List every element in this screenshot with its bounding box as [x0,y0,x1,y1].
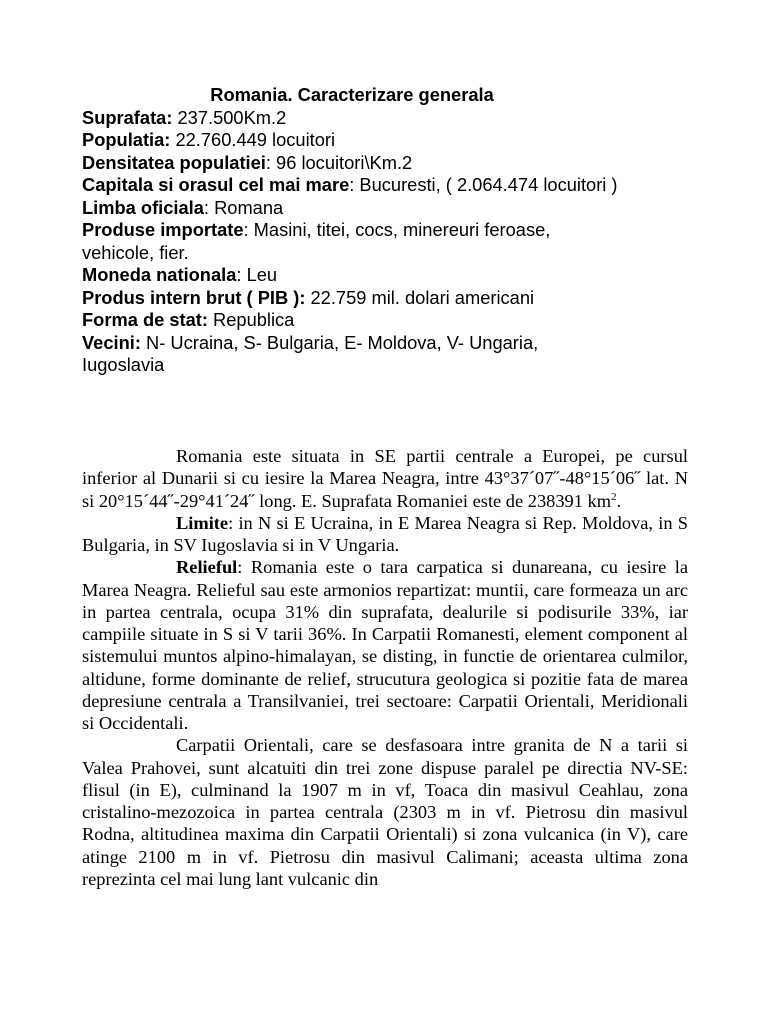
section-label: Relieful [176,557,238,578]
fact-label: Capitala si orasul cel mai mare [82,174,350,195]
fact-label: Produs intern brut ( PIB ): [82,286,306,308]
paragraph-text: : Romania este o tara carpatica si dunareana, cu iesire la Marea Neagra. Relieful sau este armonios repartizat: muntii, care formeaza un arc in partea centrala, ocupa 31% din suprafata, dealurile si podisurile 33%, iar campiile situate in S si V tarii 36%. In Carpatii Romanesti, element component al sistemului muntos alpino-himalayan, se disting, in functie de orientarea culmilor, altidune, forme dominante de relief, strucutura geologica si pozitie fata de marea depresiune centrala a Transilvaniei, trei sectoare: Carpatii Orientali, Meridionali si Occidentali. [82,557,688,733]
fact-densitate [82,152,622,175]
fact-suprafata [82,107,622,130]
document-title: Romania. Caracterizare generala [210,84,494,105]
paragraph-relieful [82,556,688,734]
fact-value: : Leu [236,264,278,285]
fact-capitala [82,174,622,197]
paragraph-carpatii-orientali [82,734,688,890]
fact-value: N- Ucraina, S- Bulgaria, E- Moldova, V- Ungaria, Iugoslavia [82,331,539,375]
fact-value: : 96 locuitori\Km.2 [265,151,413,173]
paragraph-text: Romania este situata in SE partii centrale a Europei, pe cursul inferior al Dunarii si cu iesire la Marea Neagra, intre 43°37´07˝-48°15´06˝ lat. N si 20°15´44˝-29°41´24˝ long. E. Suprafata Romaniei este de 238391 km [82,446,688,511]
paragraph-text: : in N si E Ucraina, in E Marea Neagra si Rep. Moldova, in S Bulgaria, in SV Iugoslavia si in V Ungaria. [82,512,688,555]
fact-label: Limba oficiala [82,196,204,218]
superscript: 2 [611,490,617,503]
paragraph-limite [82,512,688,557]
fact-pib [82,287,622,310]
fact-label: Densitatea populatiei [82,151,266,173]
fact-limba [82,197,622,220]
fact-label: Suprafata: [82,106,173,128]
fact-forma [82,309,622,332]
paragraph-intro [82,445,688,512]
paragraph-text: Carpatii Orientali, care se desfasoara intre granita de N a tarii si Valea Prahovei, sunt alcatuiti din trei zone dispuse paralel pe directia NV-SE: flisul (in E), culminand la 1907 m in vf, Toaca din masivul Ceahlau, zona cristalino-mezozoica in partea centrala (2303 m in vf. Pietrosu din masivul Rodna, altitudinea maxima din Carpatii Orientali) si zona vulcanica (in V), care atinge 2100 m in vf. Pietrosu din masivul Calimani; aceasta ultima zona reprezinta cel mai lung lant vulcanic din [82,735,688,889]
fact-populatia [82,129,622,152]
fact-value: : Bucuresti, ( 2.064.474 locuitori ) [349,174,618,195]
fact-label: Populatia: [82,129,171,150]
fact-label: Produse importate [82,219,244,240]
fact-vecini [82,332,622,377]
fact-value: Republica [207,309,295,330]
fact-value: : Romana [203,196,284,218]
fact-moneda [82,264,622,287]
fact-label: Vecini: [82,331,141,353]
fact-value: 237.500Km.2 [172,106,287,128]
fact-produse [82,219,622,264]
facts-section [82,84,622,377]
fact-value: : Masini, titei, cocs, minereuri feroase, vehicole, fier. [82,219,551,263]
fact-value: 22.760.449 locuitori [170,129,336,150]
paragraph-end: . [616,490,622,511]
section-label: Limite [176,512,229,533]
fact-label: Moneda nationala [82,264,237,285]
fact-label: Forma de stat: [82,309,208,330]
fact-value: 22.759 mil. dolari americani [305,286,535,308]
body-text [82,445,688,890]
